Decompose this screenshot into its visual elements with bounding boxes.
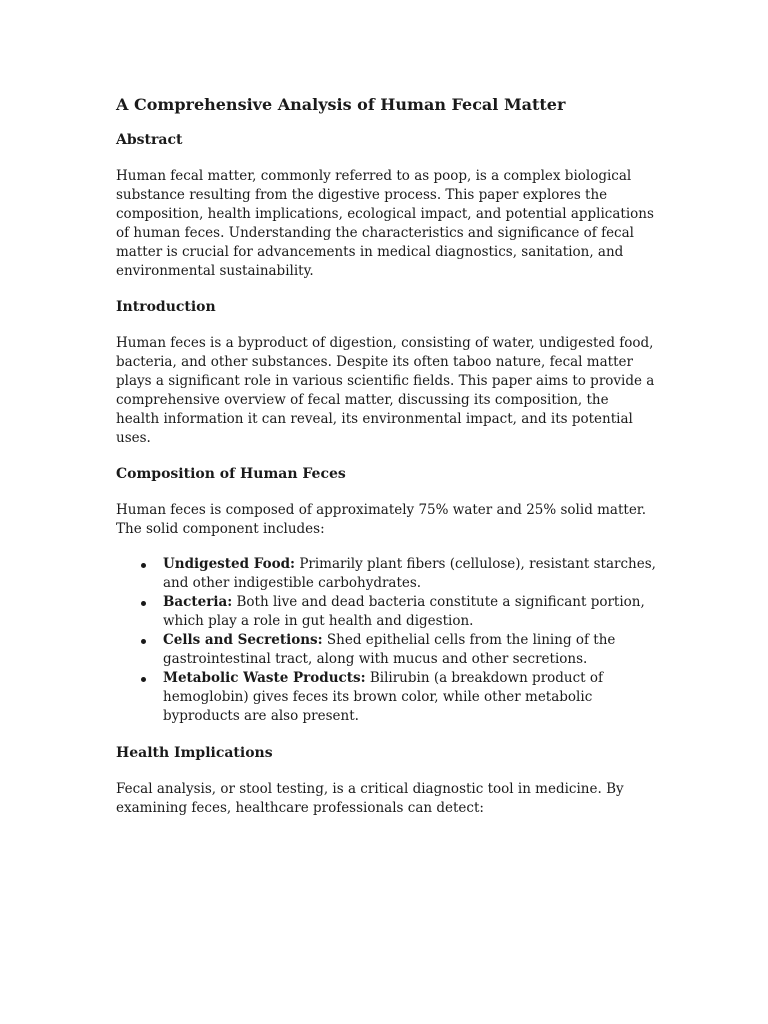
abstract-section [116, 130, 656, 281]
list-item-text: Both live and dead bacteria constitute a significant portion, which play a role in gut health and digestion. [163, 594, 645, 629]
list-item-term: Bacteria: [163, 594, 233, 610]
health-paragraph: Fecal analysis, or stool testing, is a critical diagnostic tool in medicine. By examining feces, healthcare professionals can detect: [116, 781, 624, 816]
list-item [163, 555, 656, 593]
abstract-heading: Abstract [116, 132, 183, 148]
list-item-term: Cells and Secretions: [163, 632, 323, 648]
health-section [116, 743, 656, 818]
composition-paragraph: Human feces is composed of approximately 75% water and 25% solid matter. The solid component includes: [116, 502, 647, 537]
introduction-paragraph: Human feces is a byproduct of digestion, consisting of water, undigested food, bacteria, and other substances. Despite its often taboo nature, fecal matter plays a significant role in various scientific fields. This paper aims to provide a comprehensive overview of fecal matter, discussing its composition, the health information it can reveal, its environmental impact, and its potential uses. [116, 335, 655, 446]
list-item-term: Metabolic Waste Products: [163, 670, 366, 686]
introduction-heading: Introduction [116, 299, 216, 315]
introduction-section [116, 297, 656, 448]
list-item-text: Shed epithelial cells from the lining of the gastrointestinal tract, along with mucus and other secretions. [163, 632, 616, 667]
abstract-paragraph: Human fecal matter, commonly referred to as poop, is a complex biological substance resulting from the digestive process. This paper explores the composition, health implications, ecological impact, and potential applications of human feces. Understanding the characteristics and significance of fecal matter is crucial for advancements in medical diagnostics, sanitation, and environmental sustainability. [116, 168, 654, 279]
list-item-text: Bilirubin (a breakdown product of hemoglobin) gives feces its brown color, while other metabolic byproducts are also present. [163, 670, 604, 724]
composition-list [116, 555, 656, 726]
document-title: A Comprehensive Analysis of Human Fecal Matter [116, 95, 566, 114]
list-item [163, 631, 656, 669]
list-item [163, 669, 656, 726]
document-page [116, 94, 656, 834]
composition-heading: Composition of Human Feces [116, 466, 346, 482]
list-item-term: Undigested Food: [163, 556, 296, 572]
health-heading: Health Implications [116, 745, 273, 761]
list-item [163, 593, 656, 631]
composition-section [116, 464, 656, 726]
list-item-text: Primarily plant fibers (cellulose), resistant starches, and other indigestible carbohydrates. [163, 556, 656, 591]
